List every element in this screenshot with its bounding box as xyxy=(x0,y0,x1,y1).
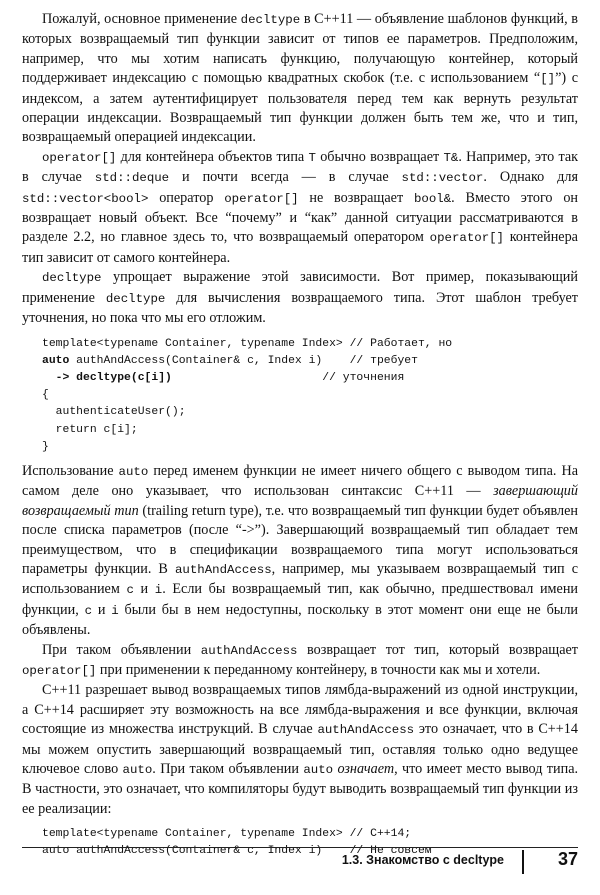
text-run: упрощает выражение этой зависимости. Вот пример, показывающий применение xyxy=(22,269,578,306)
text-run: (trailing return type), т.е. что возвращаемый тип функции будет объявлен после списка параметров (после “->”). Завершающий возвращаемый тип обладает тем преимуществом, что в спецификации возвращаемого типа могут использоваться параметры функции. В xyxy=(22,502,578,577)
text-run: для контейнера объектов типа xyxy=(116,148,309,165)
inline-code: authAndAccess xyxy=(174,562,272,577)
text-run: и xyxy=(133,581,155,598)
code-text: // уточнения xyxy=(171,371,405,384)
code-text: { xyxy=(42,389,49,402)
paragraph-decltype-simplifies xyxy=(22,268,578,328)
footer-divider xyxy=(522,850,524,874)
code-line xyxy=(42,404,578,421)
inline-code: std::vector<bool> xyxy=(22,191,149,206)
inline-code: i xyxy=(111,603,119,618)
running-section-title: 1.3. Знакомство с decltype xyxy=(341,853,504,867)
paragraph-cpp14-deduction xyxy=(22,681,578,819)
inline-code: i xyxy=(154,583,163,598)
inline-code: std::vector xyxy=(401,171,484,186)
text-run: Использование xyxy=(22,462,119,479)
text-run: . Например, это так в случае xyxy=(22,148,579,186)
code-keyword: -> decltype(c[i]) xyxy=(42,371,172,384)
inline-code: authAndAccess xyxy=(200,643,298,658)
text-run: При таком объявлении xyxy=(42,641,201,658)
paragraph-auto-usage xyxy=(22,462,578,641)
text-run: возвращает тот тип, который возвращает xyxy=(297,641,578,658)
text-run: C++11 разрешает вывод возвращаемых типов лямбда-выражений из одной инструкции, а C++14 расширяет эту возможность на все лямбда-выражения и все функции, включая состоящие из множества инструкций. В случае xyxy=(22,682,578,738)
code-text: auto authAndAccess(Container& c, Index i) // Не совсем xyxy=(42,845,432,858)
text-run: Пожалуй, основное применение xyxy=(42,11,241,27)
inline-code: operator[] xyxy=(42,150,117,165)
text-run: были бы в нем недоступны, поскольку в этот момент они еще не были объявлены. xyxy=(22,601,578,639)
page-number: 37 xyxy=(557,849,578,869)
inline-code: T xyxy=(308,150,316,165)
code-line xyxy=(42,422,578,439)
code-line xyxy=(42,353,578,370)
code-listing-trailing-return xyxy=(42,336,578,456)
text-run: . Если бы возвращаемый тип, как обычно, предшествовал имени функции, xyxy=(22,581,579,618)
text-run: . При таком объявлении xyxy=(152,761,304,778)
inline-code: std::deque xyxy=(94,171,170,186)
inline-code: T& xyxy=(443,150,459,165)
code-line xyxy=(42,370,578,387)
inline-code: operator[] xyxy=(224,191,299,206)
inline-code: auto xyxy=(122,763,153,778)
text-run: , например, мы указываем возвращаемый тип с использованием xyxy=(22,560,579,598)
code-line xyxy=(42,826,578,843)
paragraph-declaration-result xyxy=(22,641,578,682)
code-keyword: auto xyxy=(42,354,70,367)
inline-code: c xyxy=(126,583,134,598)
code-text: return c[i]; xyxy=(42,423,138,436)
text-run: перед именем функции не имеет ничего общего с выводом типа. На самом деле оно указывает, что использован синтаксис C++11 — xyxy=(22,462,578,500)
inline-code: auto xyxy=(118,464,149,479)
inline-code: decltype xyxy=(240,13,301,27)
text-run: при применении к переданному контейнеру, в точности как мы и хотели. xyxy=(96,661,541,678)
code-text: } xyxy=(42,440,49,453)
inline-code: bool& xyxy=(413,191,452,206)
text-run: обычно возвращает xyxy=(315,148,444,165)
code-text: authenticateUser(); xyxy=(42,406,186,419)
emphasis: означает xyxy=(337,761,395,778)
text-run: в C++11 — объявление шаблонов функций, в которых возвращаемый тип функции зависит от типов ее параметров. Предположим, например, что мы хотим написать функцию, получающую контейнер, который поддерживает индексацию с помощью квадратных скобок (т.е. с использованием “ xyxy=(22,11,578,87)
inline-code: auto xyxy=(303,763,334,778)
text-run: для вычисления возвращаемого типа. Этот шаблон требует уточнения, но пока что мы его отложим. xyxy=(22,289,578,327)
page-footer xyxy=(22,847,578,877)
text-run: контейнера тип зависит от самого контейнера. xyxy=(22,229,578,266)
inline-code: operator[] xyxy=(22,663,97,678)
code-line xyxy=(42,439,578,456)
inline-code: authAndAccess xyxy=(317,723,415,738)
emphasis: завершающий возвращаемый тип xyxy=(22,483,578,519)
code-line xyxy=(42,336,578,353)
text-run: , что имеет место вывод типа. В частности, это означает, что компиляторы будут выводить возвращаемый тип функции из ее реализации: xyxy=(22,761,579,817)
paragraph-operator-index xyxy=(22,148,578,268)
page-body xyxy=(22,10,578,867)
text-run: не возвращает xyxy=(298,189,414,206)
code-line xyxy=(42,387,578,404)
inline-code: decltype xyxy=(105,291,166,306)
code-text: authAndAccess(Container& c, Index i) // требует xyxy=(69,354,418,367)
inline-code: decltype xyxy=(42,271,102,286)
text-run: и почти всегда — в случае xyxy=(169,169,402,186)
inline-code: [] xyxy=(540,72,556,87)
footer-rule xyxy=(22,847,578,848)
code-text: template<typename Container, typename Index> // Работает, но xyxy=(42,337,453,350)
text-run: ”) с индексом, а затем аутентифицирует пользователя перед тем как вернуть результат операции индексации. Возвращаемый тип функции должен быть тем же, что и тип, возвращаемый операцией индексации. xyxy=(22,70,578,146)
text-run: оператор xyxy=(148,189,225,206)
text-run: и xyxy=(92,601,112,618)
paragraph-intro xyxy=(22,10,578,148)
text-run: . Вместо этого он возвращает новый объект. Все “почему” и “как” данной ситуации рассматриваются в разделе 2.2, но главное здесь то, что возвращаемый оператором xyxy=(22,189,579,246)
inline-code: operator[] xyxy=(429,231,504,246)
text-run: . Однако для xyxy=(483,169,578,186)
text-run: это означает, что в C++14 мы можем опустить завершающий возвращаемый тип, оставляя только одно ведущее ключевое слово xyxy=(22,721,578,778)
inline-code: c xyxy=(84,603,93,618)
code-text: template<typename Container, typename Index> // C++14; xyxy=(42,828,412,841)
